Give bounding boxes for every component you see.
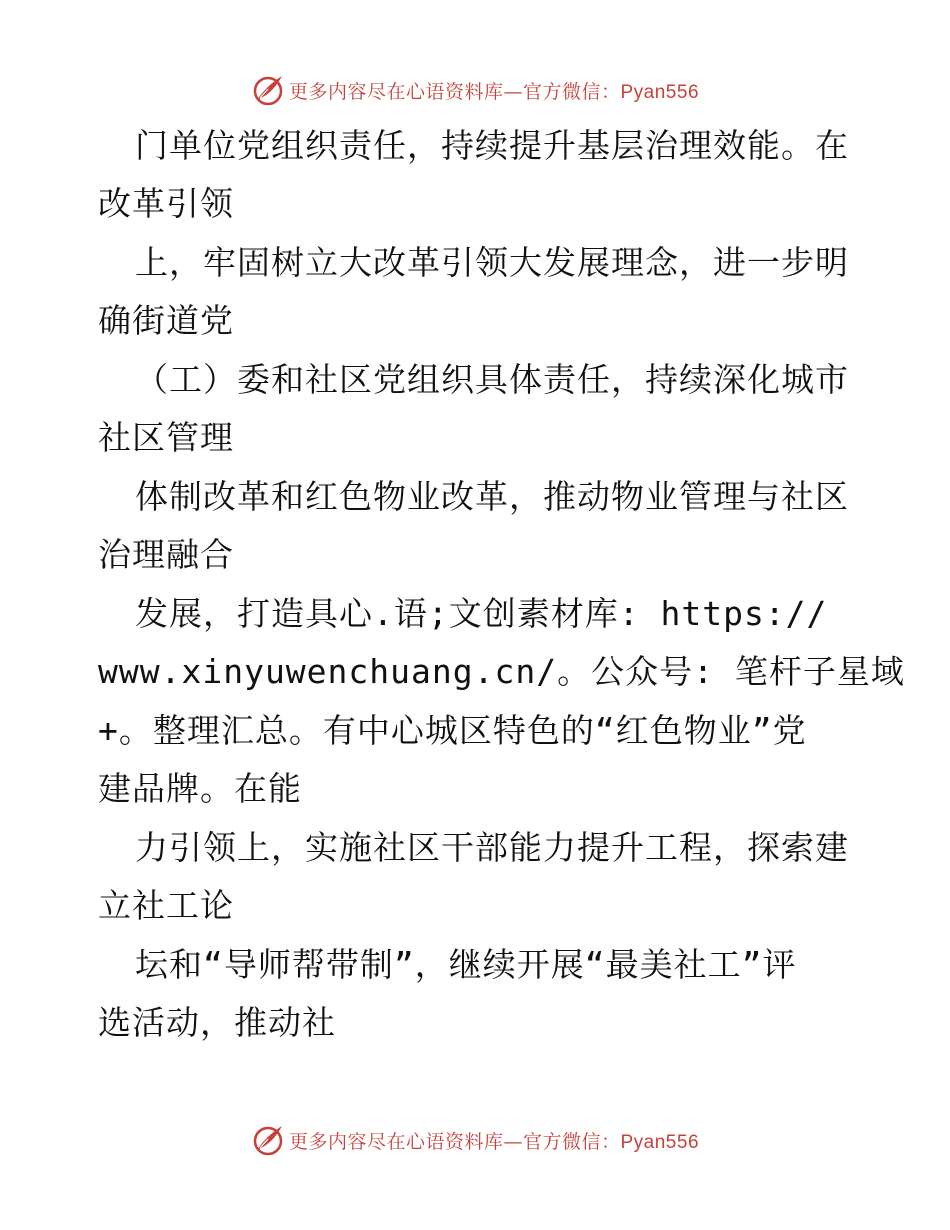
text-line: www.xinyuwenchuang.cn/。公众号: 笔杆子星域 (98, 652, 905, 691)
text-line: +。整理汇总。有中心城区特色的“红色物业”党 (98, 711, 807, 750)
header-banner[interactable] (0, 72, 950, 108)
text-line: （工）委和社区党组织具体责任，持续深化城市 (135, 360, 849, 399)
text-line: 治理融合 (98, 535, 234, 574)
text-line: 发展，打造具心.语;文创素材库: https:// (135, 594, 828, 633)
text-line: 上，牢固树立大改革引领大发展理念，进一步明 (135, 243, 849, 282)
text-line: 体制改革和红色物业改革，推动物业管理与社区 (135, 477, 849, 516)
text-line: 确街道党 (98, 301, 234, 340)
text-line: 门单位党组织责任，持续提升基层治理效能。在 (135, 126, 849, 165)
quill-logo-icon (251, 73, 285, 107)
text-line: 立社工论 (98, 886, 234, 925)
footer-banner[interactable] (0, 1122, 950, 1158)
quill-logo-icon (251, 1123, 285, 1157)
text-line: 力引领上，实施社区干部能力提升工程，探索建 (135, 828, 849, 867)
footer-banner-text: 更多内容尽在心语资料库—官方微信：Pyan556 (288, 1130, 700, 1153)
text-line: 建品牌。在能 (98, 769, 302, 808)
text-line: 改革引领 (98, 184, 234, 223)
text-line: 坛和“导师帮带制”，继续开展“最美社工”评 (135, 945, 797, 984)
text-line: 社区管理 (98, 418, 234, 457)
text-line: 选活动，推动社 (98, 1003, 336, 1042)
header-banner-text: 更多内容尽在心语资料库—官方微信：Pyan556 (288, 80, 700, 103)
